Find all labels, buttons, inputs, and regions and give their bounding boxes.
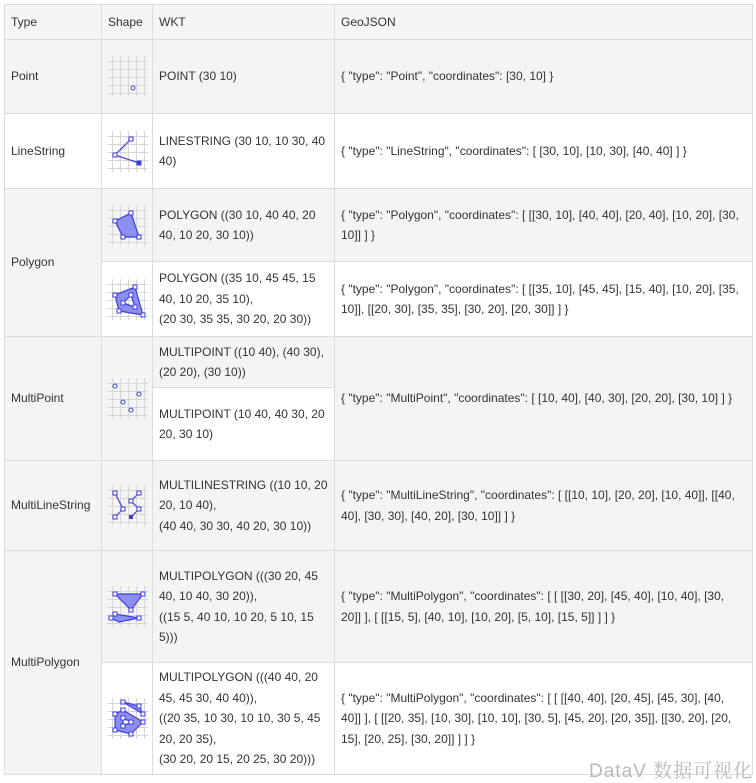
geojson-cell: { "type": "LineString", "coordinates": [ [30, 10], [10, 30], [40, 40] ] }: [335, 114, 753, 189]
type-cell: Polygon: [5, 189, 102, 337]
wkt-cell: MULTIPOINT ((10 40), (40 30), (20 20), (30 10)): [153, 337, 335, 388]
type-cell: LineString: [5, 114, 102, 189]
wkt-cell: POLYGON ((30 10, 40 40, 20 40, 10 20, 30 10)): [153, 189, 335, 262]
polygon-shape-icon: [107, 205, 148, 246]
wkt-cell: LINESTRING (30 10, 10 30, 40 40): [153, 114, 335, 189]
geojson-cell: { "type": "Polygon", "coordinates": [ [[35, 10], [45, 45], [15, 40], [10, 20], [35, 10]], [[20, 30], [35, 35], [30, 20], [20, 30]] ] }: [335, 262, 753, 337]
geojson-cell: { "type": "MultiPoint", "coordinates": [ [10, 40], [40, 30], [20, 20], [30, 10] ] }: [335, 337, 753, 461]
wkt-line: MULTILINESTRING ((10 10, 20 20, 10 40),: [159, 477, 328, 513]
table-row: [5, 461, 753, 551]
type-cell: MultiPolygon: [5, 551, 102, 775]
wkt-cell: MULTIPOINT (10 40, 40 30, 20 20, 30 10): [153, 388, 335, 461]
wkt-line: (40 40, 30 30, 40 20, 30 10)): [159, 518, 312, 533]
linestring-shape-icon: [107, 131, 148, 172]
geojson-cell: { "type": "MultiLineString", "coordinates": [ [[10, 10], [20, 20], [10, 40]], [[40, 40], [30, 30], [40, 20], [30, 10]] ] }: [335, 461, 753, 551]
geojson-cell: { "type": "MultiPolygon", "coordinates": [ [ [[40, 40], [20, 45], [45, 30], [40, 40]] ], [ [[20, 35], [10, 30], [10, 10], [30, 5], [45, 20], [20, 35]], [[30, 20], [20, 15], [20, 25], [30, 20]] ] ] }: [335, 663, 753, 775]
multipolygon-shape-icon: [107, 586, 148, 627]
wkt-line: ((20 35, 10 30, 10 10, 30 5, 45 20, 20 35),: [159, 711, 321, 746]
geometry-table: [4, 4, 753, 775]
watermark: DataV 数据可视化: [589, 761, 754, 782]
wkt-line: MULTIPOLYGON (((40 40, 20 45, 45 30, 40 40)),: [159, 670, 318, 705]
wkt-line: POLYGON ((35 10, 45 45, 15 40, 10 20, 35 10),: [159, 271, 316, 306]
multipolygon-with-hole-shape-icon: [107, 698, 148, 739]
shape-header: Shape: [102, 5, 153, 40]
type-cell: Point: [5, 40, 102, 114]
table-row: [5, 663, 753, 775]
wkt-header: WKT: [153, 5, 335, 40]
multipoint-shape-icon: [107, 378, 148, 419]
table-row: [5, 40, 753, 114]
header-row: [5, 5, 753, 40]
table-row: [5, 262, 753, 337]
geojson-cell: { "type": "Polygon", "coordinates": [ [[30, 10], [40, 40], [20, 40], [10, 20], [30, 10]] ] }: [335, 189, 753, 262]
table-row: [5, 189, 753, 262]
wkt-line: ((15 5, 40 10, 10 20, 5 10, 15 5))): [159, 609, 314, 644]
wkt-cell: POINT (30 10): [153, 40, 335, 114]
polygon-with-hole-shape-icon: [107, 279, 148, 320]
multilinestring-shape-icon: [107, 485, 148, 526]
point-shape-icon: [107, 56, 148, 97]
type-header: Type: [5, 5, 102, 40]
geojson-header: GeoJSON: [335, 5, 753, 40]
wkt-line: (30 20, 20 15, 20 25, 30 20))): [159, 752, 316, 767]
table-row: [5, 114, 753, 189]
geojson-cell: { "type": "MultiPolygon", "coordinates": [ [ [[30, 20], [45, 40], [10, 40], [30, 20]] ], [ [[15, 5], [40, 10], [10, 20], [5, 10], [15, 5]] ] ] }: [335, 551, 753, 663]
type-cell: MultiPoint: [5, 337, 102, 461]
geojson-cell: { "type": "Point", "coordinates": [30, 10] }: [335, 40, 753, 114]
table-row: [5, 551, 753, 663]
wkt-line: (20 30, 35 35, 30 20, 20 30)): [159, 312, 312, 327]
wkt-line: MULTIPOLYGON (((30 20, 45 40, 10 40, 30 20)),: [159, 568, 318, 603]
type-cell: MultiLineString: [5, 461, 102, 551]
table-row: [5, 337, 753, 388]
